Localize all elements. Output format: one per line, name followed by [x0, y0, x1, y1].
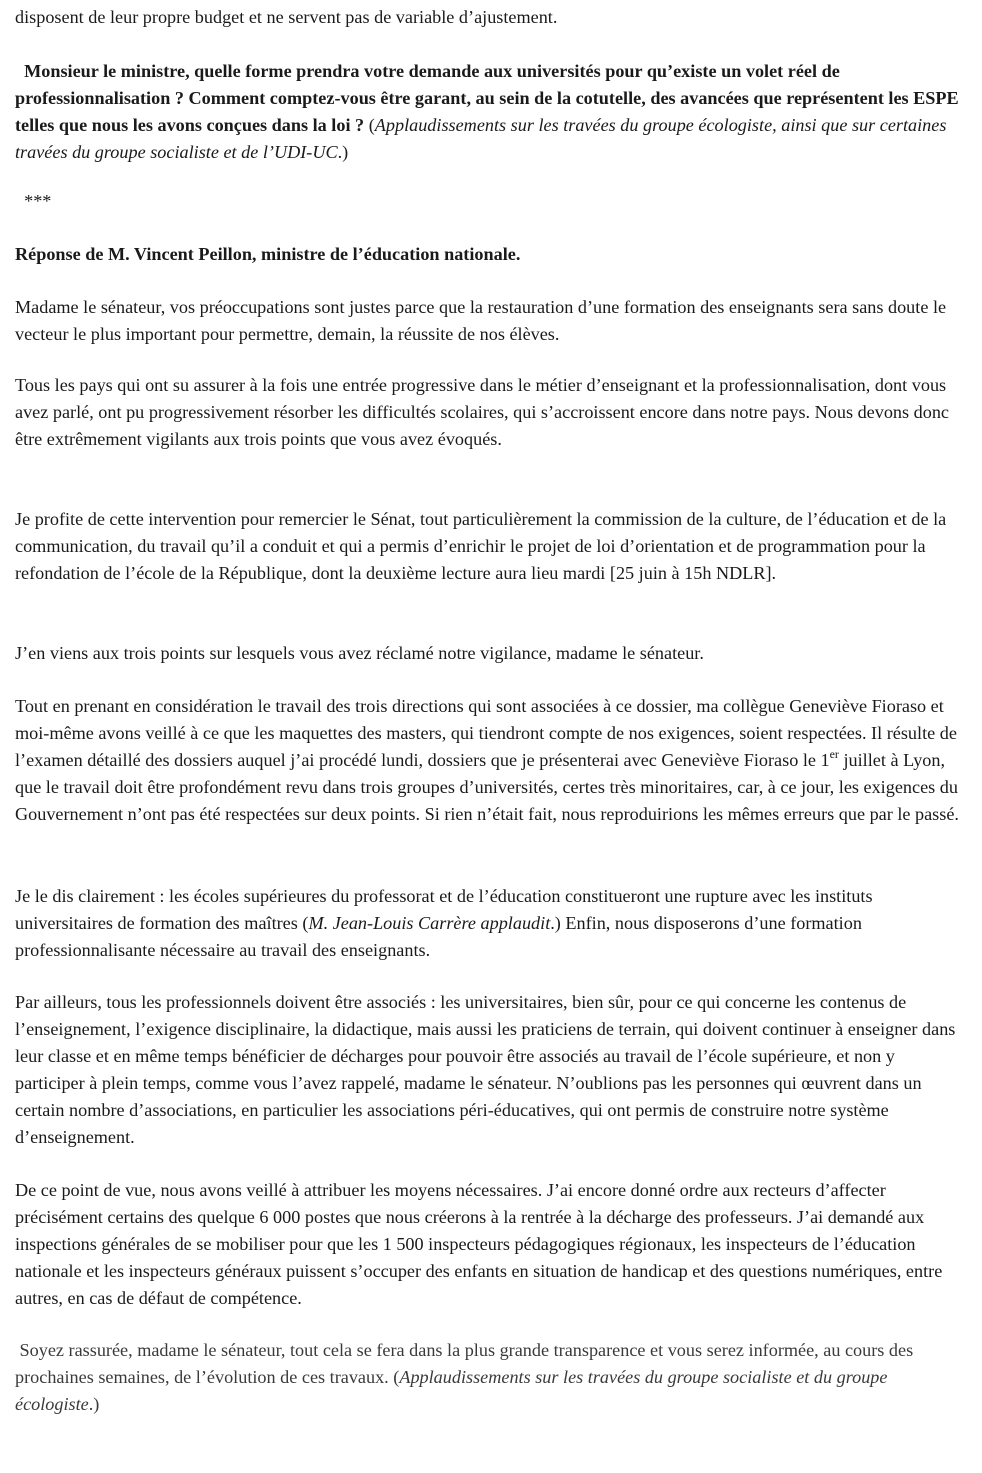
paren-open: ( [368, 115, 375, 135]
applause-carrere: M. Jean-Louis Carrère applaudit [308, 913, 551, 933]
response-heading: Réponse de M. Vincent Peillon, ministre de l’éducation nationale. [15, 244, 521, 264]
paragraph-9 [15, 1337, 965, 1418]
paragraph-6-part-b: .) Enfin, nous disposerons d’une formation professionnalisante nécessaire au travail des enseignants. [15, 913, 862, 960]
superscript-er: er [829, 747, 839, 761]
paren-close: .) [337, 142, 349, 162]
paragraph-5-part-b: juillet à Lyon, que le travail doit être profondément revu dans trois groupes d’universités, certes très minoritaires, car, à ce jour, les exigences du Gouvernement n’ont pas été respectées sur deux points. Si rien n’était fait, nous reproduirions les mêmes erreurs que par le passé. [15, 750, 959, 824]
separator [15, 188, 965, 215]
question-text: Monsieur le ministre, quelle forme prendra votre demande aux universités pour qu’existe un volet réel de professionnalisation ? Comment comptez-vous être garant, au sein de la cotutelle, des avancées que représentent les ESPE telles que nous les avons conçues dans la loi ? [15, 61, 959, 135]
separator-stars: *** [24, 191, 52, 211]
question-paragraph [15, 58, 965, 166]
paragraph-5 [15, 693, 965, 828]
paragraph-3: Je profite de cette intervention pour remercier le Sénat, tout particulièrement la commission de la culture, de l’éducation et de la communication, du travail qu’il a conduit et qui a permis d’enrichir le projet de loi d’orientation et de programmation pour la refondation de l’école de la République, dont la deuxième lecture aura lieu mardi [25 juin à 15h NDLR]. [15, 509, 947, 583]
paragraph-4: J’en viens aux trois points sur lesquels vous avez réclamé notre vigilance, madame le sénateur. [15, 643, 704, 663]
paragraph-2: Tous les pays qui ont su assurer à la fois une entrée progressive dans le métier d’enseignant et la professionnalisation, dont vous avez parlé, ont pu progressivement résorber les difficultés scolaires, qui s’accroissent encore dans notre pays. Nous devons donc être extrêmement vigilants aux trois points que vous avez évoqués. [15, 375, 950, 449]
applause-final: Applaudissements sur les travées du groupe socialiste et du groupe écologiste [15, 1367, 888, 1414]
paragraph-7: Par ailleurs, tous les professionnels doivent être associés : les universitaires, bien sûr, pour ce qui concerne les contenus de l’enseignement, l’exigence disciplinaire, la didactique, mais aussi les praticiens de terrain, qui doivent continuer à enseigner dans leur classe et en même temps bénéficier de décharges pour pouvoir être associés au travail de l’école supérieure, et non y participer à plein temps, comme vous l’avez rappelé, madame le sénateur. N’oublions pas les personnes qui œuvrent dans un certain nombre d’associations, en particulier les associations péri-éducatives, qui ont permis de construire notre système d’enseignement. [15, 992, 956, 1147]
paragraph-9-part-b: .) [88, 1394, 100, 1414]
applause-note: Applaudissements sur les travées du groupe écologiste, ainsi que sur certaines travées du groupe socialiste et de l’UDI-UC [15, 115, 947, 162]
paragraph-6-part-a: Je le dis clairement : les écoles supérieures du professorat et de l’éducation constitueront une rupture avec les instituts universitaires de formation des maîtres ( [15, 886, 873, 933]
paragraph-6 [15, 883, 965, 964]
paragraph-1: Madame le sénateur, vos préoccupations sont justes parce que la restauration d’une formation des enseignants sera sans doute le vecteur le plus important pour permettre, demain, la réussite de nos élèves. [15, 297, 947, 344]
paragraph-intro: disposent de leur propre budget et ne servent pas de variable d’ajustement. [15, 7, 558, 27]
paragraph-8: De ce point de vue, nous avons veillé à attribuer les moyens nécessaires. J’ai encore donné ordre aux recteurs d’affecter précisément certains des quelque 6 000 postes que nous créerons à la rentrée à la décharge des professeurs. J’ai demandé aux inspections générales de se mobiliser pour que les 1 500 inspecteurs pédagogiques régionaux, les inspecteurs de l’éducation nationale et les inspecteurs généraux puissent s’occuper des enfants en situation de handicap et des questions numériques, entre autres, en cas de défaut de compétence. [15, 1180, 943, 1308]
paragraph-5-part-a: Tout en prenant en considération le travail des trois directions qui sont associées à ce dossier, ma collègue Geneviève Fioraso et moi-même avons veillé à ce que les maquettes des masters, qui tiendront compte de nos exigences, soient respectées. Il résulte de l’examen détaillé des dossiers auquel j’ai procédé lundi, dossiers que je présenterai avec Geneviève Fioraso le 1 [15, 696, 957, 770]
paragraph-9-part-a: Soyez rassurée, madame le sénateur, tout cela se fera dans la plus grande transparence et vous serez informée, au cours des prochaines semaines, de l’évolution de ces travaux. ( [15, 1340, 914, 1387]
